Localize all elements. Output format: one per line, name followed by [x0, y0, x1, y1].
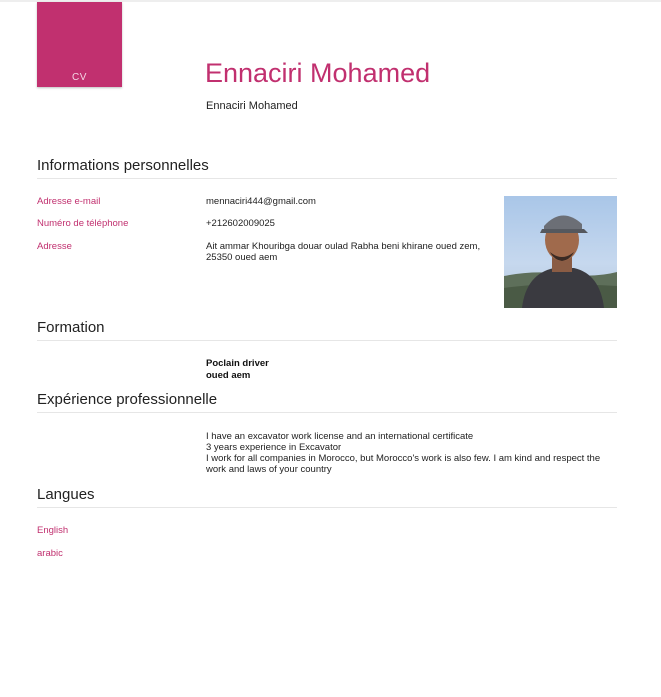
experience-description	[206, 431, 616, 475]
education-degree: Poclain driver	[206, 358, 269, 369]
experience-line: I have an excavator work license and an international certificate	[206, 431, 474, 442]
section-title-experience: Expérience professionnelle	[37, 391, 218, 408]
name-subtitle: Ennaciri Mohamed	[206, 100, 298, 112]
profile-photo	[504, 196, 617, 308]
section-title-education: Formation	[37, 319, 105, 336]
divider-personal	[37, 178, 617, 179]
address-value: Ait ammar Khouribga douar oulad Rabha beni khirane oued zem, 25350 oued aem	[206, 241, 481, 263]
experience-line: I work for all companies in Morocco, but Morocco's work is also few. I am kind and respect the work and laws of your country	[206, 453, 601, 475]
divider-education	[37, 340, 617, 341]
language-item-english: English	[37, 525, 69, 536]
cv-badge-label: CV	[72, 72, 87, 83]
phone-label: Numéro de téléphone	[37, 218, 129, 229]
experience-line: 3 years experience in Excavator	[206, 442, 342, 453]
divider-experience	[37, 412, 617, 413]
phone-value[interactable]: +212602009025	[206, 218, 275, 229]
divider-languages	[37, 507, 617, 508]
address-label: Adresse	[37, 241, 72, 252]
email-label: Adresse e-mail	[37, 196, 101, 207]
page-title: Ennaciri Mohamed	[205, 58, 431, 88]
section-title-personal: Informations personnelles	[37, 157, 209, 174]
section-title-languages: Langues	[37, 486, 95, 503]
cv-badge	[37, 2, 122, 87]
email-value[interactable]: mennaciri444@gmail.com	[206, 196, 316, 207]
education-location: oued aem	[206, 370, 251, 381]
language-item-arabic: arabic	[37, 548, 63, 559]
